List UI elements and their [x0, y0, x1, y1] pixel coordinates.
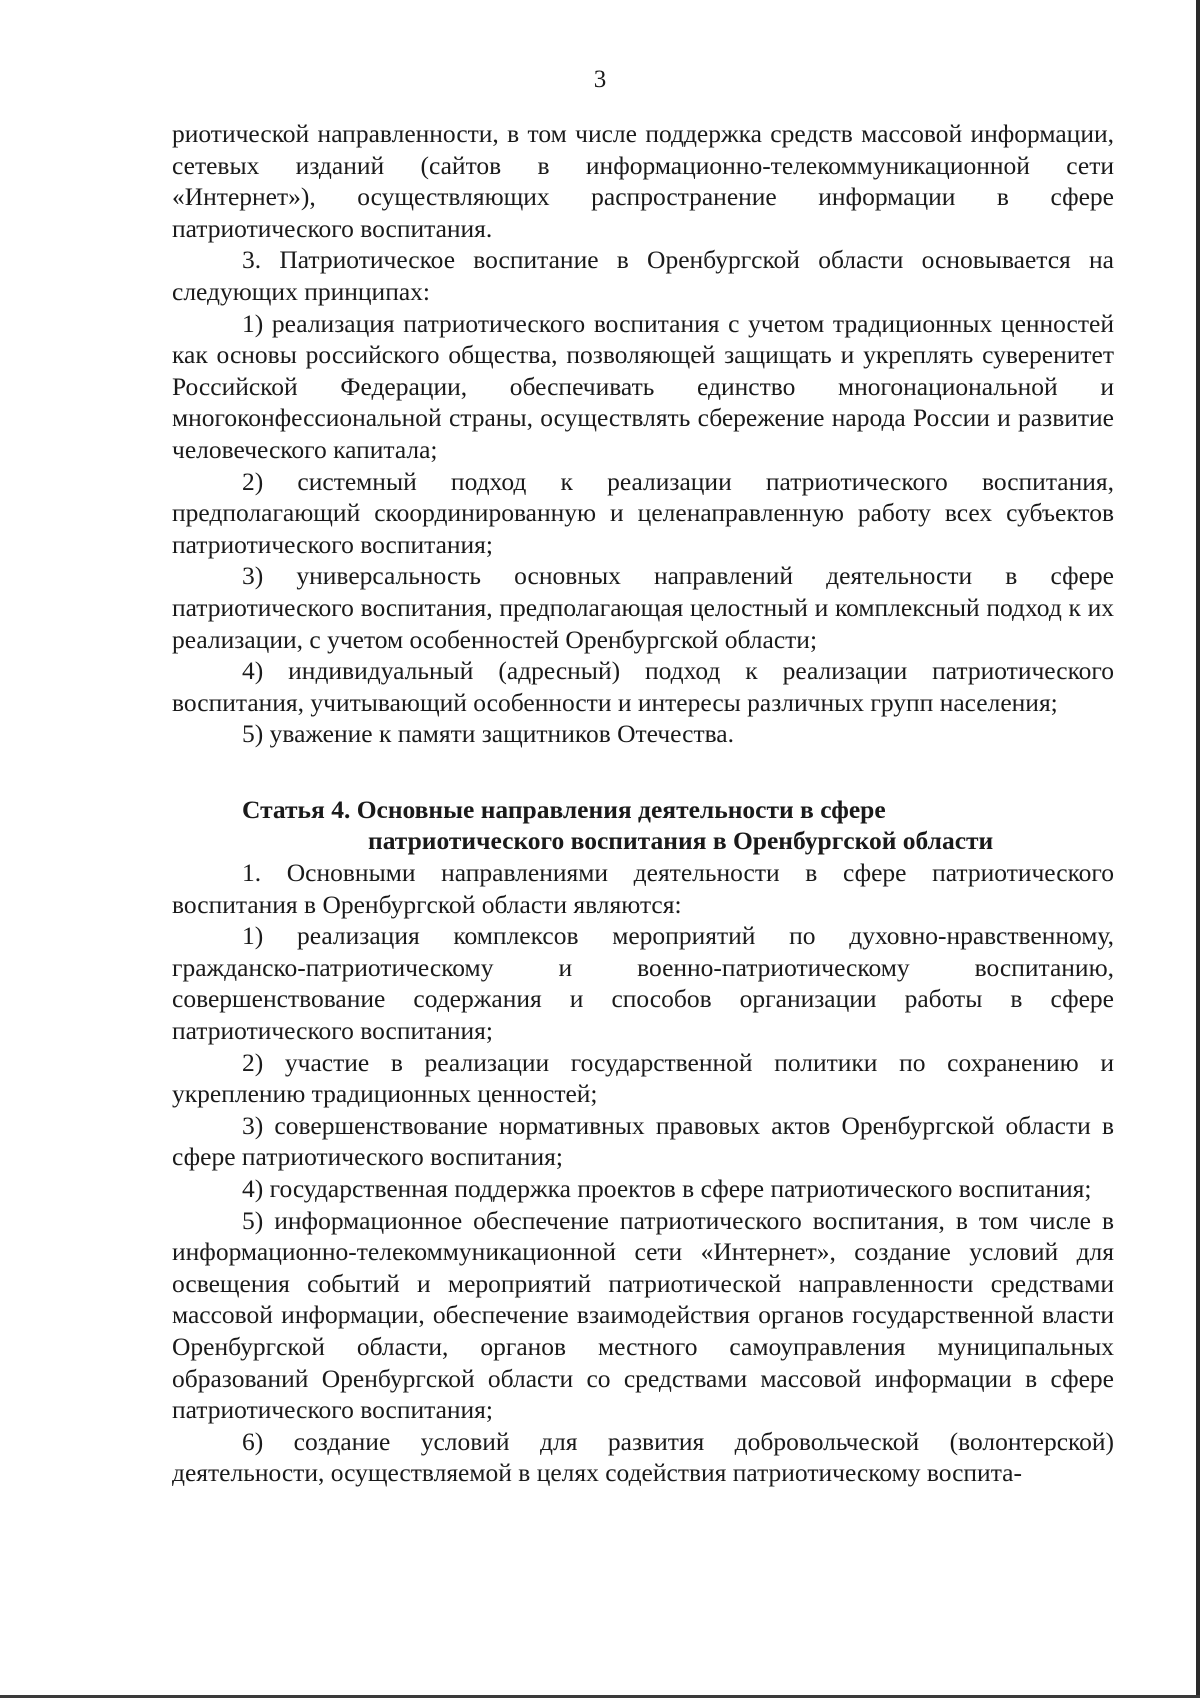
section-3-intro: 3. Патриотическое воспитание в Оренбургской области основывается на следующих принципах: — [172, 245, 1114, 306]
direction-item-2: 2) участие в реализации государственной политики по сохранению и укреплению традиционных ценностей; — [172, 1047, 1114, 1109]
principle-item-1: 1) реализация патриотического воспитания с учетом традиционных ценностей как основы российского общества, позволяющей защищать и укреплять суверенитет Российской Федерации, обеспечивать единство многонациональной и многоконфессиональной страны, осуществлять сбережение народа России и развитие человеческого капитала; — [172, 308, 1114, 464]
scan-edge-right — [1196, 0, 1200, 1698]
direction-item-3: 3) совершенствование нормативных правовых актов Оренбургской области в сфере патриотического воспитания; — [172, 1110, 1114, 1172]
page-number: 3 — [593, 66, 607, 93]
direction-item-4: 4) государственная поддержка проектов в сфере патриотического воспитания; — [242, 1174, 1092, 1203]
direction-item-1: 1) реализация комплексов мероприятий по духовно-нравственному, гражданско-патриотическому и военно-патриотическому воспитанию, совершенствование содержания и способов организации работы в сфере патриотического воспитания; — [172, 921, 1114, 1046]
document-body — [172, 118, 1114, 1489]
principle-item-5: 5) уважение к памяти защитников Отечества. — [242, 719, 734, 749]
article-4-heading — [242, 794, 1114, 857]
article-4-heading-line-1: Статья 4. Основные направления деятельности в сфере — [242, 794, 886, 824]
principle-item-2: 2) системный подход к реализации патриотического воспитания, предполагающий скоординированную и целенаправленную работу всех субъектов патриотического воспитания; — [172, 466, 1114, 559]
article-4-intro: 1. Основными направлениями деятельности в сфере патриотического воспитания в Оренбургской области являются: — [172, 858, 1114, 919]
continued-paragraph: риотической направленности, в том числе поддержка средств массовой информации, сетевых изданий (сайтов в информационно-телекоммуникационной сети «Интернет»), осуществляющих распространение информации в сфере патриотического воспитания. — [172, 119, 1114, 243]
direction-item-5: 5) информационное обеспечение патриотического воспитания, в том числе в информационно-телекоммуникационной сети «Интернет», создание условий для освещения событий и мероприятий патриотической направленности средствами массовой информации, обеспечение взаимодействия органов государственной власти Оренбургской области, органов местного самоуправления муниципальных образований Оренбургской области со средствами массовой информации в сфере патриотического воспитания; — [172, 1205, 1114, 1425]
principle-item-3: 3) универсальность основных направлений деятельности в сфере патриотического воспитания, предполагающая целостный и комплексный подход к их реализации, с учетом особенностей Оренбургской области; — [172, 561, 1114, 654]
article-4-heading-line-2: патриотического воспитания в Оренбургской области — [368, 826, 994, 856]
direction-item-6: 6) создание условий для развития добровольческой (волонтерской) деятельности, осуществляемой в целях содействия патриотическому воспита- — [172, 1426, 1114, 1488]
principle-item-4: 4) индивидуальный (адресный) подход к реализации патриотического воспитания, учитывающий особенности и интересы различных групп населения; — [172, 656, 1114, 717]
